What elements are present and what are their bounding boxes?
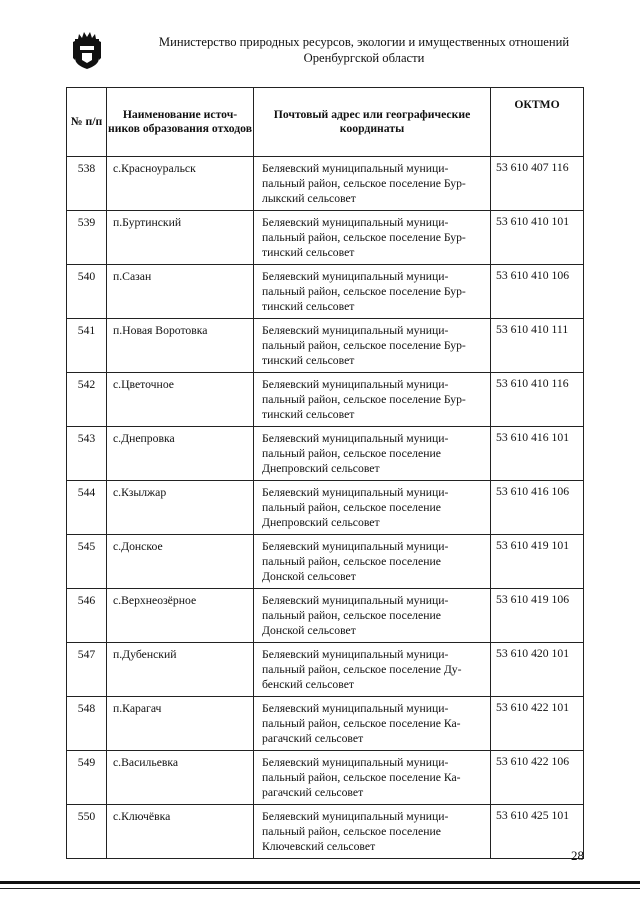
- address: [254, 535, 491, 589]
- source-name: с.Донское: [107, 535, 254, 589]
- address-line: Днепровский сельсовет: [262, 516, 380, 529]
- table-body: [67, 157, 584, 859]
- oktmo-code: 53 610 419 101: [491, 535, 584, 589]
- table-row: [67, 697, 584, 751]
- column-header-name: Наименование источ- ников образования отходов: [107, 88, 254, 157]
- address: [254, 211, 491, 265]
- column-header-num: № п/п: [67, 88, 107, 157]
- address-line: Донской сельсовет: [262, 624, 356, 637]
- address-line: Беляевский муниципальный муници-: [262, 540, 449, 553]
- ministry-title: [118, 34, 610, 66]
- source-name: с.Ключёвка: [107, 805, 254, 859]
- oktmo-code: 53 610 410 111: [491, 319, 584, 373]
- address-line: тинский сельсовет: [262, 354, 355, 367]
- address: [254, 157, 491, 211]
- address-line: Беляевский муниципальный муници-: [262, 270, 449, 283]
- address: [254, 697, 491, 751]
- address-line: рагачский сельсовет: [262, 786, 364, 799]
- address-line: пальный район, сельское поселение Бур-: [262, 339, 466, 352]
- address: [254, 643, 491, 697]
- row-number: 542: [67, 373, 107, 427]
- row-number: 540: [67, 265, 107, 319]
- address: [254, 805, 491, 859]
- address: [254, 589, 491, 643]
- table-row: [67, 535, 584, 589]
- address-line: пальный район, сельское поселение: [262, 555, 441, 568]
- address-line: Беляевский муниципальный муници-: [262, 324, 449, 337]
- address-line: тинский сельсовет: [262, 246, 355, 259]
- oktmo-code: 53 610 422 101: [491, 697, 584, 751]
- table-row: [67, 589, 584, 643]
- source-name: с.Цветочное: [107, 373, 254, 427]
- address-line: пальный район, сельское поселение Бур-: [262, 393, 466, 406]
- row-number: 549: [67, 751, 107, 805]
- oktmo-code: 53 610 425 101: [491, 805, 584, 859]
- table-header-row: [67, 88, 584, 157]
- address-line: Беляевский муниципальный муници-: [262, 162, 449, 175]
- row-number: 541: [67, 319, 107, 373]
- address-line: пальный район, сельское поселение Ка-: [262, 717, 461, 730]
- row-number: 538: [67, 157, 107, 211]
- address: [254, 319, 491, 373]
- address-line: Ключевский сельсовет: [262, 840, 376, 853]
- address-line: лыкский сельсовет: [262, 192, 356, 205]
- oktmo-code: 53 610 410 116: [491, 373, 584, 427]
- address-line: пальный район, сельское поселение Бур-: [262, 285, 466, 298]
- table-row: [67, 481, 584, 535]
- table-row: [67, 805, 584, 859]
- address-line: пальный район, сельское поселение: [262, 447, 441, 460]
- address-line: рагачский сельсовет: [262, 732, 364, 745]
- address-line: Беляевский муниципальный муници-: [262, 810, 449, 823]
- address-line: пальный район, сельское поселение Бур-: [262, 177, 466, 190]
- address: [254, 373, 491, 427]
- address-line: пальный район, сельское поселение: [262, 609, 441, 622]
- address-line: пальный район, сельское поселение Ка-: [262, 771, 461, 784]
- row-number: 539: [67, 211, 107, 265]
- oktmo-code: 53 610 422 106: [491, 751, 584, 805]
- address-line: Беляевский муниципальный муници-: [262, 486, 449, 499]
- row-number: 550: [67, 805, 107, 859]
- source-name: с.Днепровка: [107, 427, 254, 481]
- row-number: 545: [67, 535, 107, 589]
- address-line: пальный район, сельское поселение Ду-: [262, 663, 462, 676]
- address-line: Беляевский муниципальный муници-: [262, 378, 449, 391]
- table-row: [67, 643, 584, 697]
- footer-rule-thick: [0, 881, 640, 884]
- source-name: с.Васильевка: [107, 751, 254, 805]
- row-number: 546: [67, 589, 107, 643]
- address-line: бенский сельсовет: [262, 678, 354, 691]
- address-line: Беляевский муниципальный муници-: [262, 216, 449, 229]
- address: [254, 427, 491, 481]
- oktmo-code: 53 610 410 101: [491, 211, 584, 265]
- row-number: 548: [67, 697, 107, 751]
- address: [254, 265, 491, 319]
- footer-rule-thin: [0, 888, 640, 889]
- address-line: Беляевский муниципальный муници-: [262, 594, 449, 607]
- oktmo-code: 53 610 416 106: [491, 481, 584, 535]
- row-number: 543: [67, 427, 107, 481]
- oktmo-code: 53 610 420 101: [491, 643, 584, 697]
- source-name: с.Красноуральск: [107, 157, 254, 211]
- address-line: Беляевский муниципальный муници-: [262, 756, 449, 769]
- column-header-address: Почтовый адрес или географические координаты: [254, 88, 491, 157]
- source-name: п.Карагач: [107, 697, 254, 751]
- address-line: Днепровский сельсовет: [262, 462, 380, 475]
- address-line: Беляевский муниципальный муници-: [262, 432, 449, 445]
- ministry-title-line1: Министерство природных ресурсов, экологии и имущественных отношений: [158, 35, 570, 49]
- table-row: [67, 427, 584, 481]
- waste-sources-table: [66, 87, 584, 859]
- address-line: Донской сельсовет: [262, 570, 356, 583]
- table-row: [67, 319, 584, 373]
- address-line: пальный район, сельское поселение: [262, 825, 441, 838]
- source-name: с.Верхнеозёрное: [107, 589, 254, 643]
- oktmo-code: 53 610 410 106: [491, 265, 584, 319]
- source-name: п.Дубенский: [107, 643, 254, 697]
- row-number: 547: [67, 643, 107, 697]
- source-name: п.Сазан: [107, 265, 254, 319]
- table-row: [67, 211, 584, 265]
- source-name: п.Новая Воротовка: [107, 319, 254, 373]
- table-row: [67, 157, 584, 211]
- oblast-coat-of-arms-icon: [70, 30, 104, 70]
- oktmo-code: 53 610 407 116: [491, 157, 584, 211]
- column-header-oktmo: ОКТМО: [491, 88, 584, 157]
- address-line: пальный район, сельское поселение: [262, 501, 441, 514]
- row-number: 544: [67, 481, 107, 535]
- table-row: [67, 373, 584, 427]
- address: [254, 751, 491, 805]
- address-line: тинский сельсовет: [262, 300, 355, 313]
- oktmo-code: 53 610 416 101: [491, 427, 584, 481]
- source-name: п.Буртинский: [107, 211, 254, 265]
- address-line: Беляевский муниципальный муници-: [262, 702, 449, 715]
- ministry-title-line2: Оренбургской области: [303, 51, 425, 65]
- address-line: пальный район, сельское поселение Бур-: [262, 231, 466, 244]
- address-line: Беляевский муниципальный муници-: [262, 648, 449, 661]
- table-row: [67, 751, 584, 805]
- page-header: [70, 30, 610, 74]
- table-row: [67, 265, 584, 319]
- page-number: 28: [571, 848, 584, 863]
- address-line: тинский сельсовет: [262, 408, 355, 421]
- source-name: с.Кзылжар: [107, 481, 254, 535]
- address: [254, 481, 491, 535]
- oktmo-code: 53 610 419 106: [491, 589, 584, 643]
